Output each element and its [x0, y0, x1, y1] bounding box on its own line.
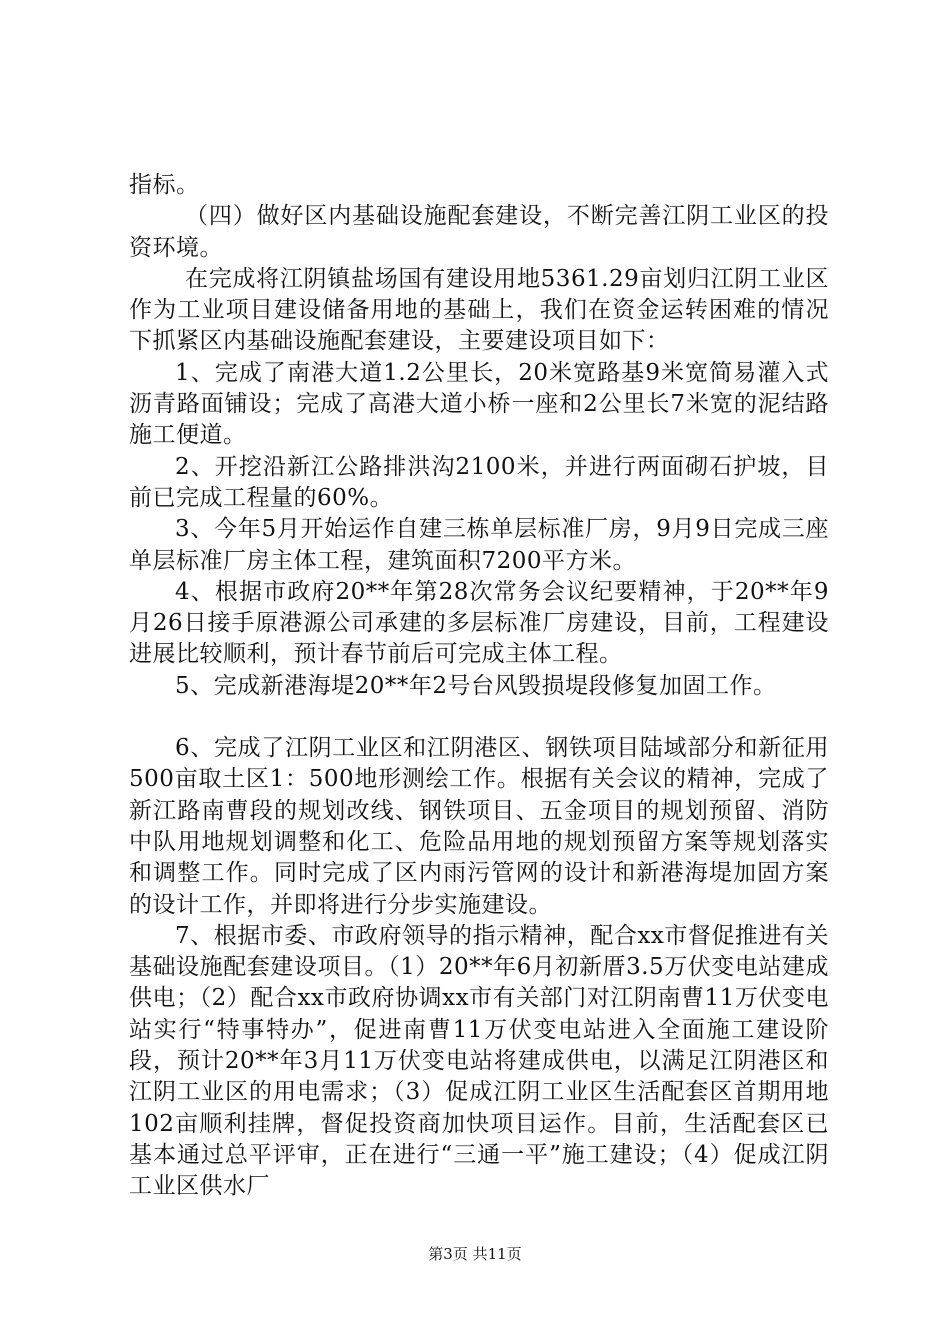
paragraph-gap [129, 702, 829, 733]
paragraph-8: 5、完成新港海堤20**年2号台风毁损堤段修复加固工作。 [175, 672, 777, 699]
paragraph-2: （四）做好区内基础设施配套建设，不断完善江阴工业区的投资环境。 [129, 203, 829, 261]
paragraph-4: 1、完成了南港大道1.2公里长，20米宽路基9米宽简易灌入式沥青路面铺设；完成了高港大道小桥一座和2公里长7米宽的泥结路施工便道。 [129, 359, 829, 449]
paragraph-3: 在完成将江阴镇盐场国有建设用地5361.29亩划归江阴工业区作为工业项目建设储备用地的基础上，我们在资金运转困难的情况下抓紧区内基础设施配套建设，主要建设项目如下： [129, 265, 829, 355]
paragraph-9: 6、完成了江阴工业区和江阴港区、钢铁项目陆域部分和新征用500亩取土区1：500地形测绘工作。根据有关会议的精神，完成了新江路南曹段的规划改线、钢铁项目、五金项目的规划预留、消防中队用地规划调整和化工、危险品用地的规划预留方案等规划落实和调整工作。同时完成了区内雨污管网的设计和新港海堤加固方案的设计工作，并即将进行分步实施建设。 [129, 735, 829, 918]
paragraph-7: 4、根据市政府20**年第28次常务会议纪要精神，于20**年9月26日接手原港源公司承建的多层标准厂房建设，目前，工程建设进展比较顺利，预计春节前后可完成主体工程。 [129, 578, 829, 668]
paragraph-1: 指标。 [129, 172, 200, 198]
document-body [129, 170, 829, 1203]
paragraph-10: 7、根据市委、市政府领导的指示精神，配合xx市督促推进有关基础设施配套建设项目。（1）20**年6月初新厝3.5万伏变电站建成供电；（2）配合xx市政府协调xx市有关部门对江阴南曹11万伏变电站实行“特事特办”，促进南曹11万伏变电站进入全面施工建设阶段，预计20**年3月11万伏变电站将建成供电，以满足江阴港区和江阴工业区的用电需求；（3）促成江阴工业区生活配套区首期用地102亩顺利挂牌，督促投资商加快项目运作。目前，生活配套区已基本通过总平评审，正在进行“三通一平”施工建设；（4）促成江阴工业区供水厂 [129, 922, 829, 1200]
paragraph-5: 2、开挖沿新江公路排洪沟2100米，并进行两面砌石护坡，目前已完成工程量的60%。 [129, 453, 829, 511]
paragraph-6: 3、今年5月开始运作自建三栋单层标准厂房，9月9日完成三座单层标准厂房主体工程，建筑面积7200平方米。 [129, 516, 829, 574]
page-footer: 第3页 共11页 [428, 1245, 522, 1263]
